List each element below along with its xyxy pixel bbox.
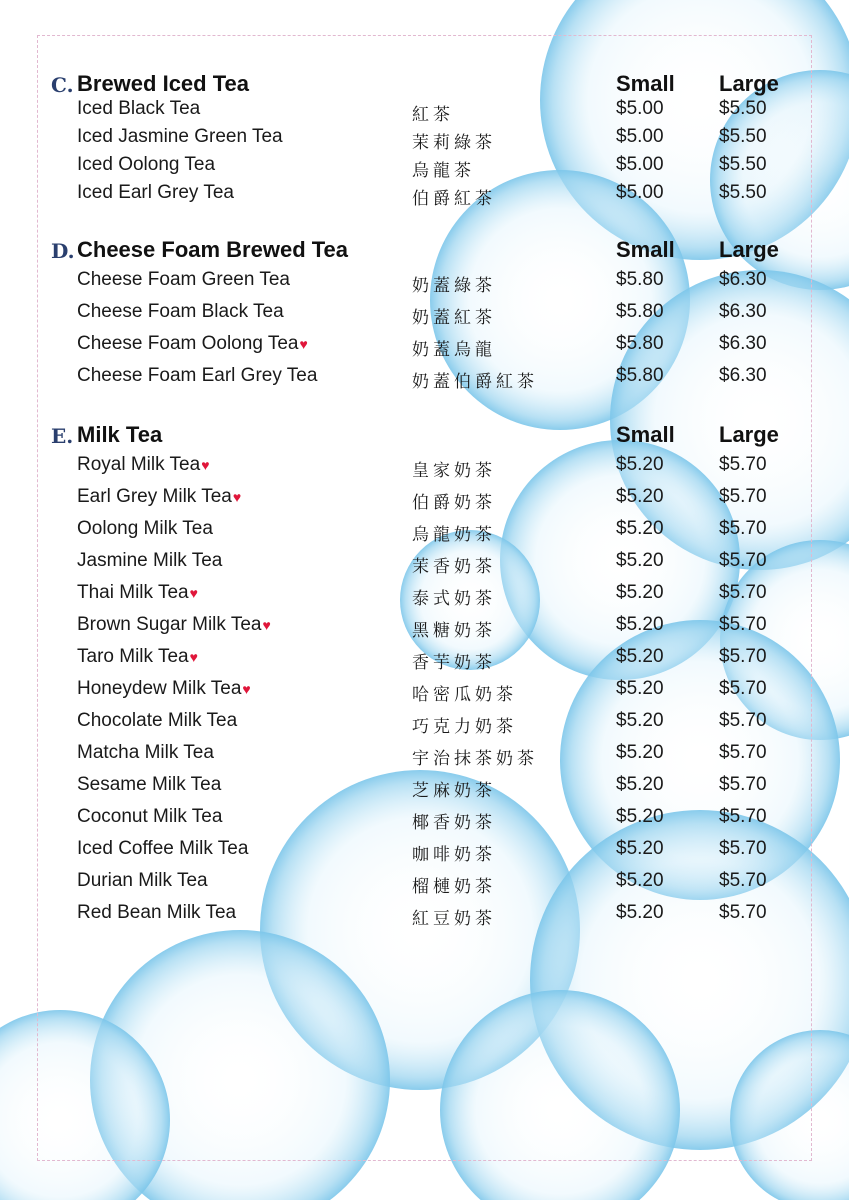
item-name-text: Durian Milk Tea — [77, 870, 208, 891]
menu-item — [0, 710, 849, 736]
item-name-text: Honeydew Milk Tea — [77, 678, 242, 699]
menu-item — [0, 870, 849, 896]
item-name-text: Cheese Foam Earl Grey Tea — [77, 365, 318, 386]
item-name — [77, 838, 248, 860]
item-name — [77, 126, 283, 148]
item-large-price: $5.50 — [719, 182, 767, 203]
item-name-text: Earl Grey Milk Tea — [77, 486, 232, 507]
item-name-text: Iced Jasmine Green Tea — [77, 126, 283, 147]
item-chinese-name: 咖啡奶茶 — [412, 845, 496, 865]
item-small-price: $5.80 — [616, 365, 664, 386]
item-name-text: Chocolate Milk Tea — [77, 710, 238, 731]
heart-icon: ♥ — [189, 585, 198, 601]
item-name-text: Cheese Foam Oolong Tea — [77, 333, 299, 354]
section-title: Brewed Iced Tea — [77, 71, 249, 96]
menu-item — [0, 333, 849, 359]
item-large-price: $5.70 — [719, 582, 767, 603]
item-chinese-name: 紅豆奶茶 — [412, 909, 496, 929]
item-name — [77, 902, 236, 924]
item-name — [77, 550, 222, 572]
item-small-price: $5.20 — [616, 582, 664, 603]
item-name-text: Matcha Milk Tea — [77, 742, 214, 763]
item-name-text: Cheese Foam Black Tea — [77, 301, 284, 322]
item-chinese-name: 皇家奶茶 — [412, 461, 496, 481]
item-chinese-name: 烏龍奶茶 — [412, 525, 496, 545]
item-name — [77, 486, 241, 508]
item-small-price: $5.80 — [616, 269, 664, 290]
menu-item — [0, 838, 849, 864]
item-name-text: Iced Black Tea — [77, 98, 201, 119]
menu-item — [0, 774, 849, 800]
item-large-price: $5.50 — [719, 126, 767, 147]
item-large-price: $5.70 — [719, 614, 767, 635]
menu-item — [0, 365, 849, 391]
item-name — [77, 582, 198, 604]
item-large-price: $5.70 — [719, 678, 767, 699]
menu-item — [0, 454, 849, 480]
item-name-text: Sesame Milk Tea — [77, 774, 222, 795]
item-large-price: $5.70 — [719, 486, 767, 507]
menu-item — [0, 518, 849, 544]
item-small-price: $5.20 — [616, 806, 664, 827]
item-large-price: $5.70 — [719, 806, 767, 827]
menu-item — [0, 742, 849, 768]
item-small-price: $5.80 — [616, 301, 664, 322]
item-chinese-name: 泰式奶茶 — [412, 589, 496, 609]
section-title: Cheese Foam Brewed Tea — [77, 237, 349, 262]
section-letter: D. — [51, 239, 75, 263]
item-large-price: $5.70 — [719, 646, 767, 667]
menu-item — [0, 902, 849, 928]
item-small-price: $5.00 — [616, 182, 664, 203]
menu-item — [0, 614, 849, 640]
menu-item — [0, 646, 849, 672]
section-header — [0, 71, 849, 101]
menu-item — [0, 678, 849, 704]
item-small-price: $5.00 — [616, 126, 664, 147]
item-small-price: $5.20 — [616, 550, 664, 571]
item-chinese-name: 巧克力奶茶 — [412, 717, 517, 737]
item-name — [77, 154, 215, 176]
item-name-text: Thai Milk Tea — [77, 582, 189, 603]
heart-icon: ♥ — [242, 681, 251, 697]
heart-icon: ♥ — [262, 617, 271, 633]
item-chinese-name: 伯爵奶茶 — [412, 493, 496, 513]
item-large-price: $5.70 — [719, 550, 767, 571]
item-large-price: $6.30 — [719, 301, 767, 322]
item-chinese-name: 宇治抹茶奶茶 — [412, 749, 538, 769]
section-title: Milk Tea — [77, 422, 163, 447]
item-chinese-name: 香芋奶茶 — [412, 653, 496, 673]
item-small-price: $5.20 — [616, 646, 664, 667]
item-name — [77, 646, 198, 668]
menu-item — [0, 126, 849, 152]
item-name — [77, 742, 214, 764]
item-large-price: $5.70 — [719, 902, 767, 923]
item-small-price: $5.20 — [616, 486, 664, 507]
item-name-text: Jasmine Milk Tea — [77, 550, 223, 571]
item-large-price: $5.70 — [719, 518, 767, 539]
item-large-price: $6.30 — [719, 269, 767, 290]
heart-icon: ♥ — [299, 336, 308, 352]
large-size-header: Large — [719, 71, 779, 96]
item-small-price: $5.00 — [616, 154, 664, 175]
item-name — [77, 365, 317, 387]
item-name-text: Coconut Milk Tea — [77, 806, 223, 827]
small-size-header: Small — [616, 237, 675, 262]
item-chinese-name: 椰香奶茶 — [412, 813, 496, 833]
item-chinese-name: 芝麻奶茶 — [412, 781, 496, 801]
menu-item — [0, 154, 849, 180]
item-small-price: $5.80 — [616, 333, 664, 354]
item-name — [77, 710, 237, 732]
item-small-price: $5.20 — [616, 902, 664, 923]
menu-item — [0, 550, 849, 576]
item-name-text: Iced Oolong Tea — [77, 154, 216, 175]
heart-icon: ♥ — [189, 649, 198, 665]
item-large-price: $6.30 — [719, 333, 767, 354]
item-name-text: Iced Earl Grey Tea — [77, 182, 235, 203]
item-name — [77, 333, 308, 355]
item-name-text: Royal Milk Tea — [77, 454, 201, 475]
item-large-price: $5.70 — [719, 774, 767, 795]
item-large-price: $5.50 — [719, 98, 767, 119]
item-small-price: $5.20 — [616, 774, 664, 795]
item-name — [77, 774, 221, 796]
section-letter: C. — [51, 73, 74, 97]
item-chinese-name: 榴槤奶茶 — [412, 877, 496, 897]
section-header — [0, 422, 849, 452]
large-size-header: Large — [719, 237, 779, 262]
item-name — [77, 98, 200, 120]
item-small-price: $5.20 — [616, 870, 664, 891]
menu-item — [0, 182, 849, 208]
item-name — [77, 301, 284, 323]
item-name-text: Iced Coffee Milk Tea — [77, 838, 249, 859]
menu-item — [0, 301, 849, 327]
item-chinese-name: 黑糖奶茶 — [412, 621, 496, 641]
item-small-price: $5.20 — [616, 678, 664, 699]
item-large-price: $5.70 — [719, 870, 767, 891]
item-chinese-name: 烏龍茶 — [412, 161, 475, 181]
item-chinese-name: 奶蓋伯爵紅茶 — [412, 372, 538, 392]
heart-icon: ♥ — [201, 457, 210, 473]
item-name — [77, 182, 234, 204]
menu-item — [0, 582, 849, 608]
item-chinese-name: 奶蓋紅茶 — [412, 308, 496, 328]
item-name-text: Brown Sugar Milk Tea — [77, 614, 262, 635]
menu-item — [0, 806, 849, 832]
item-small-price: $5.20 — [616, 454, 664, 475]
item-name-text: Taro Milk Tea — [77, 646, 189, 667]
item-chinese-name: 奶蓋烏龍 — [412, 340, 496, 360]
item-name — [77, 806, 222, 828]
menu-item — [0, 486, 849, 512]
item-chinese-name: 奶蓋綠茶 — [412, 276, 496, 296]
item-large-price: $5.70 — [719, 838, 767, 859]
item-name — [77, 678, 251, 700]
item-small-price: $5.20 — [616, 710, 664, 731]
small-size-header: Small — [616, 71, 675, 96]
item-small-price: $5.20 — [616, 742, 664, 763]
item-small-price: $5.00 — [616, 98, 664, 119]
item-large-price: $5.70 — [719, 742, 767, 763]
item-name — [77, 518, 213, 540]
item-small-price: $5.20 — [616, 838, 664, 859]
item-chinese-name: 哈密瓜奶茶 — [412, 685, 517, 705]
item-chinese-name: 茉莉綠茶 — [412, 133, 496, 153]
item-large-price: $5.70 — [719, 710, 767, 731]
item-name — [77, 269, 290, 291]
item-name-text: Oolong Milk Tea — [77, 518, 213, 539]
section-letter: E. — [51, 424, 74, 448]
item-large-price: $6.30 — [719, 365, 767, 386]
item-large-price: $5.70 — [719, 454, 767, 475]
item-chinese-name: 茉香奶茶 — [412, 557, 496, 577]
item-name-text: Cheese Foam Green Tea — [77, 269, 290, 290]
item-name — [77, 454, 210, 476]
item-chinese-name: 伯爵紅茶 — [412, 189, 496, 209]
menu-item — [0, 269, 849, 295]
menu-item — [0, 98, 849, 124]
small-size-header: Small — [616, 422, 675, 447]
item-name — [77, 870, 208, 892]
heart-icon: ♥ — [232, 489, 242, 505]
item-large-price: $5.50 — [719, 154, 767, 175]
item-name-text: Red Bean Milk Tea — [77, 902, 237, 923]
item-chinese-name: 紅茶 — [412, 105, 454, 125]
item-name — [77, 614, 271, 636]
section-header — [0, 237, 849, 267]
item-small-price: $5.20 — [616, 614, 664, 635]
item-small-price: $5.20 — [616, 518, 664, 539]
large-size-header: Large — [719, 422, 779, 447]
